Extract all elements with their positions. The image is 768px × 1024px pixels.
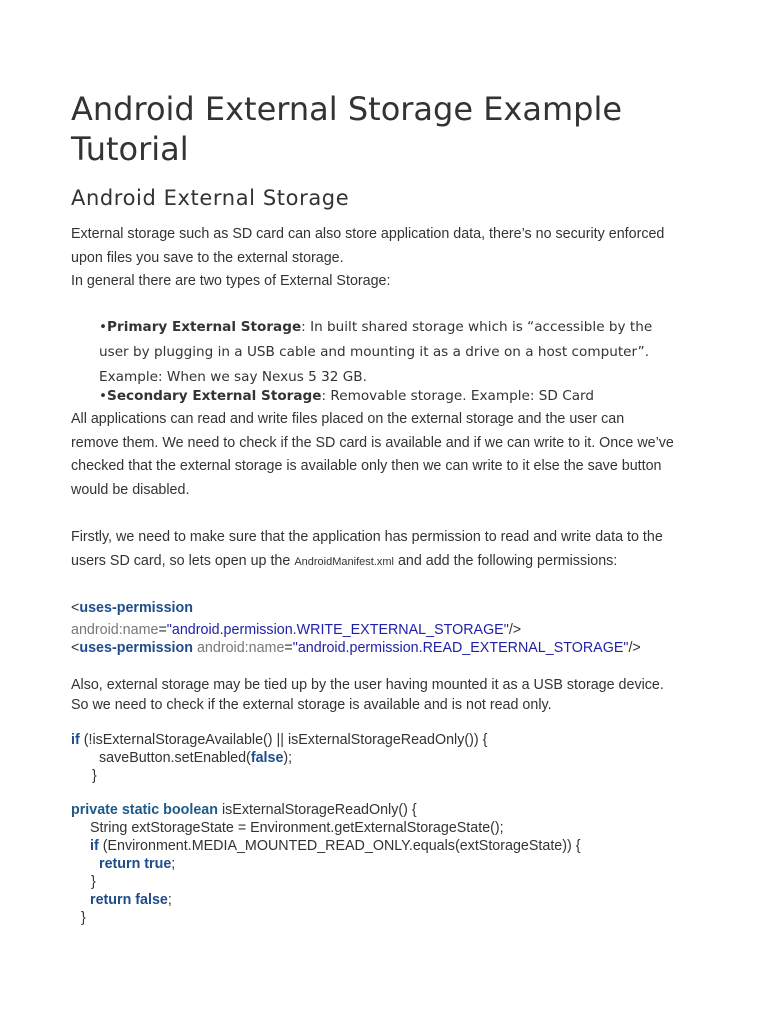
paragraph-line: checked that the external storage is available only then we can write to it else the save button: [71, 458, 662, 474]
paragraph-permissions: [71, 526, 663, 574]
list-label-secondary: Secondary External Storage: [107, 388, 322, 404]
code-line: saveButton.setEnabled(false);: [99, 750, 293, 766]
paragraph-apps: [71, 408, 674, 502]
paragraph-line: users SD card, so lets open up the AndroidManifest.xml and add the following permissions:: [71, 552, 618, 569]
code-block-check: [71, 731, 487, 785]
code-line: if (!isExternalStorageAvailable() || isExternalStorageReadOnly()) {: [71, 732, 488, 748]
intro-line: External storage such as SD card can also store application data, there’s no security enforced: [71, 226, 665, 242]
bullet: •: [99, 388, 108, 404]
xml-tag: uses-permission: [79, 640, 193, 656]
code-block-readonly-method: [71, 801, 581, 927]
list-item-secondary: [99, 384, 594, 409]
xml-string: "android.permission.WRITE_EXTERNAL_STORAGE": [166, 622, 509, 638]
xml-tag: uses-permission: [79, 600, 193, 616]
code-line: private static boolean isExternalStorageReadOnly() {: [71, 802, 417, 818]
paragraph-line: So we need to check if the external storage is available and is not read only.: [71, 696, 552, 713]
intro-paragraph: [71, 223, 664, 294]
list-text: : In built shared storage which is “accessible by the: [301, 319, 653, 335]
paragraph-line: Firstly, we need to make sure that the application has permission to read and write data to the: [71, 529, 663, 545]
paragraph-line: Also, external storage may be tied up by the user having mounted it as a USB storage device.: [71, 677, 664, 693]
code-line: }: [92, 768, 97, 784]
list-text: : Removable storage. Example: SD Card: [321, 388, 594, 404]
code-line: if (Environment.MEDIA_MOUNTED_READ_ONLY.equals(extStorageState)) {: [90, 838, 581, 854]
code-line: return false;: [90, 892, 172, 908]
manifest-code-block: [71, 599, 641, 657]
paragraph-line: remove them. We need to check if the SD card is available and if we can write to it. Once we’ve: [71, 434, 674, 451]
list-label-primary: Primary External Storage: [107, 319, 302, 335]
list-item-continued: user by plugging in a USB cable and mounting it as a drive on a host computer”.: [99, 344, 650, 360]
list-item-continued: Example: When we say Nexus 5 32 GB.: [99, 369, 367, 385]
xml-string: "android.permission.READ_EXTERNAL_STORAGE": [292, 640, 629, 656]
code-line: String extStorageState = Environment.getExternalStorageState();: [90, 820, 504, 836]
list-item-primary: [99, 315, 652, 340]
paragraph-line: would be disabled.: [71, 481, 190, 498]
code-line: return true;: [99, 856, 176, 872]
code-line: }: [81, 910, 86, 926]
code-line: <uses-permission: [71, 600, 193, 616]
paragraph-usb: [71, 676, 664, 715]
page-title-line1: Android External Storage Example: [71, 90, 623, 128]
bullet: •: [99, 319, 108, 335]
inline-code-filename: AndroidManifest.xml: [294, 555, 394, 568]
section-heading: Android External Storage: [71, 186, 350, 210]
code-line: }: [91, 874, 96, 890]
paragraph-line: All applications can read and write files placed on the external storage and the user can: [71, 411, 625, 427]
code-line: <uses-permission android:name="android.permission.READ_EXTERNAL_STORAGE"/>: [71, 640, 641, 656]
intro-line: In general there are two types of External Storage:: [71, 273, 391, 289]
page-title-line2: Tutorial: [71, 130, 189, 168]
intro-line: upon files you save to the external storage.: [71, 249, 344, 266]
code-line: android:name="android.permission.WRITE_EXTERNAL_STORAGE"/>: [71, 622, 522, 638]
storage-types-list: [99, 315, 652, 390]
